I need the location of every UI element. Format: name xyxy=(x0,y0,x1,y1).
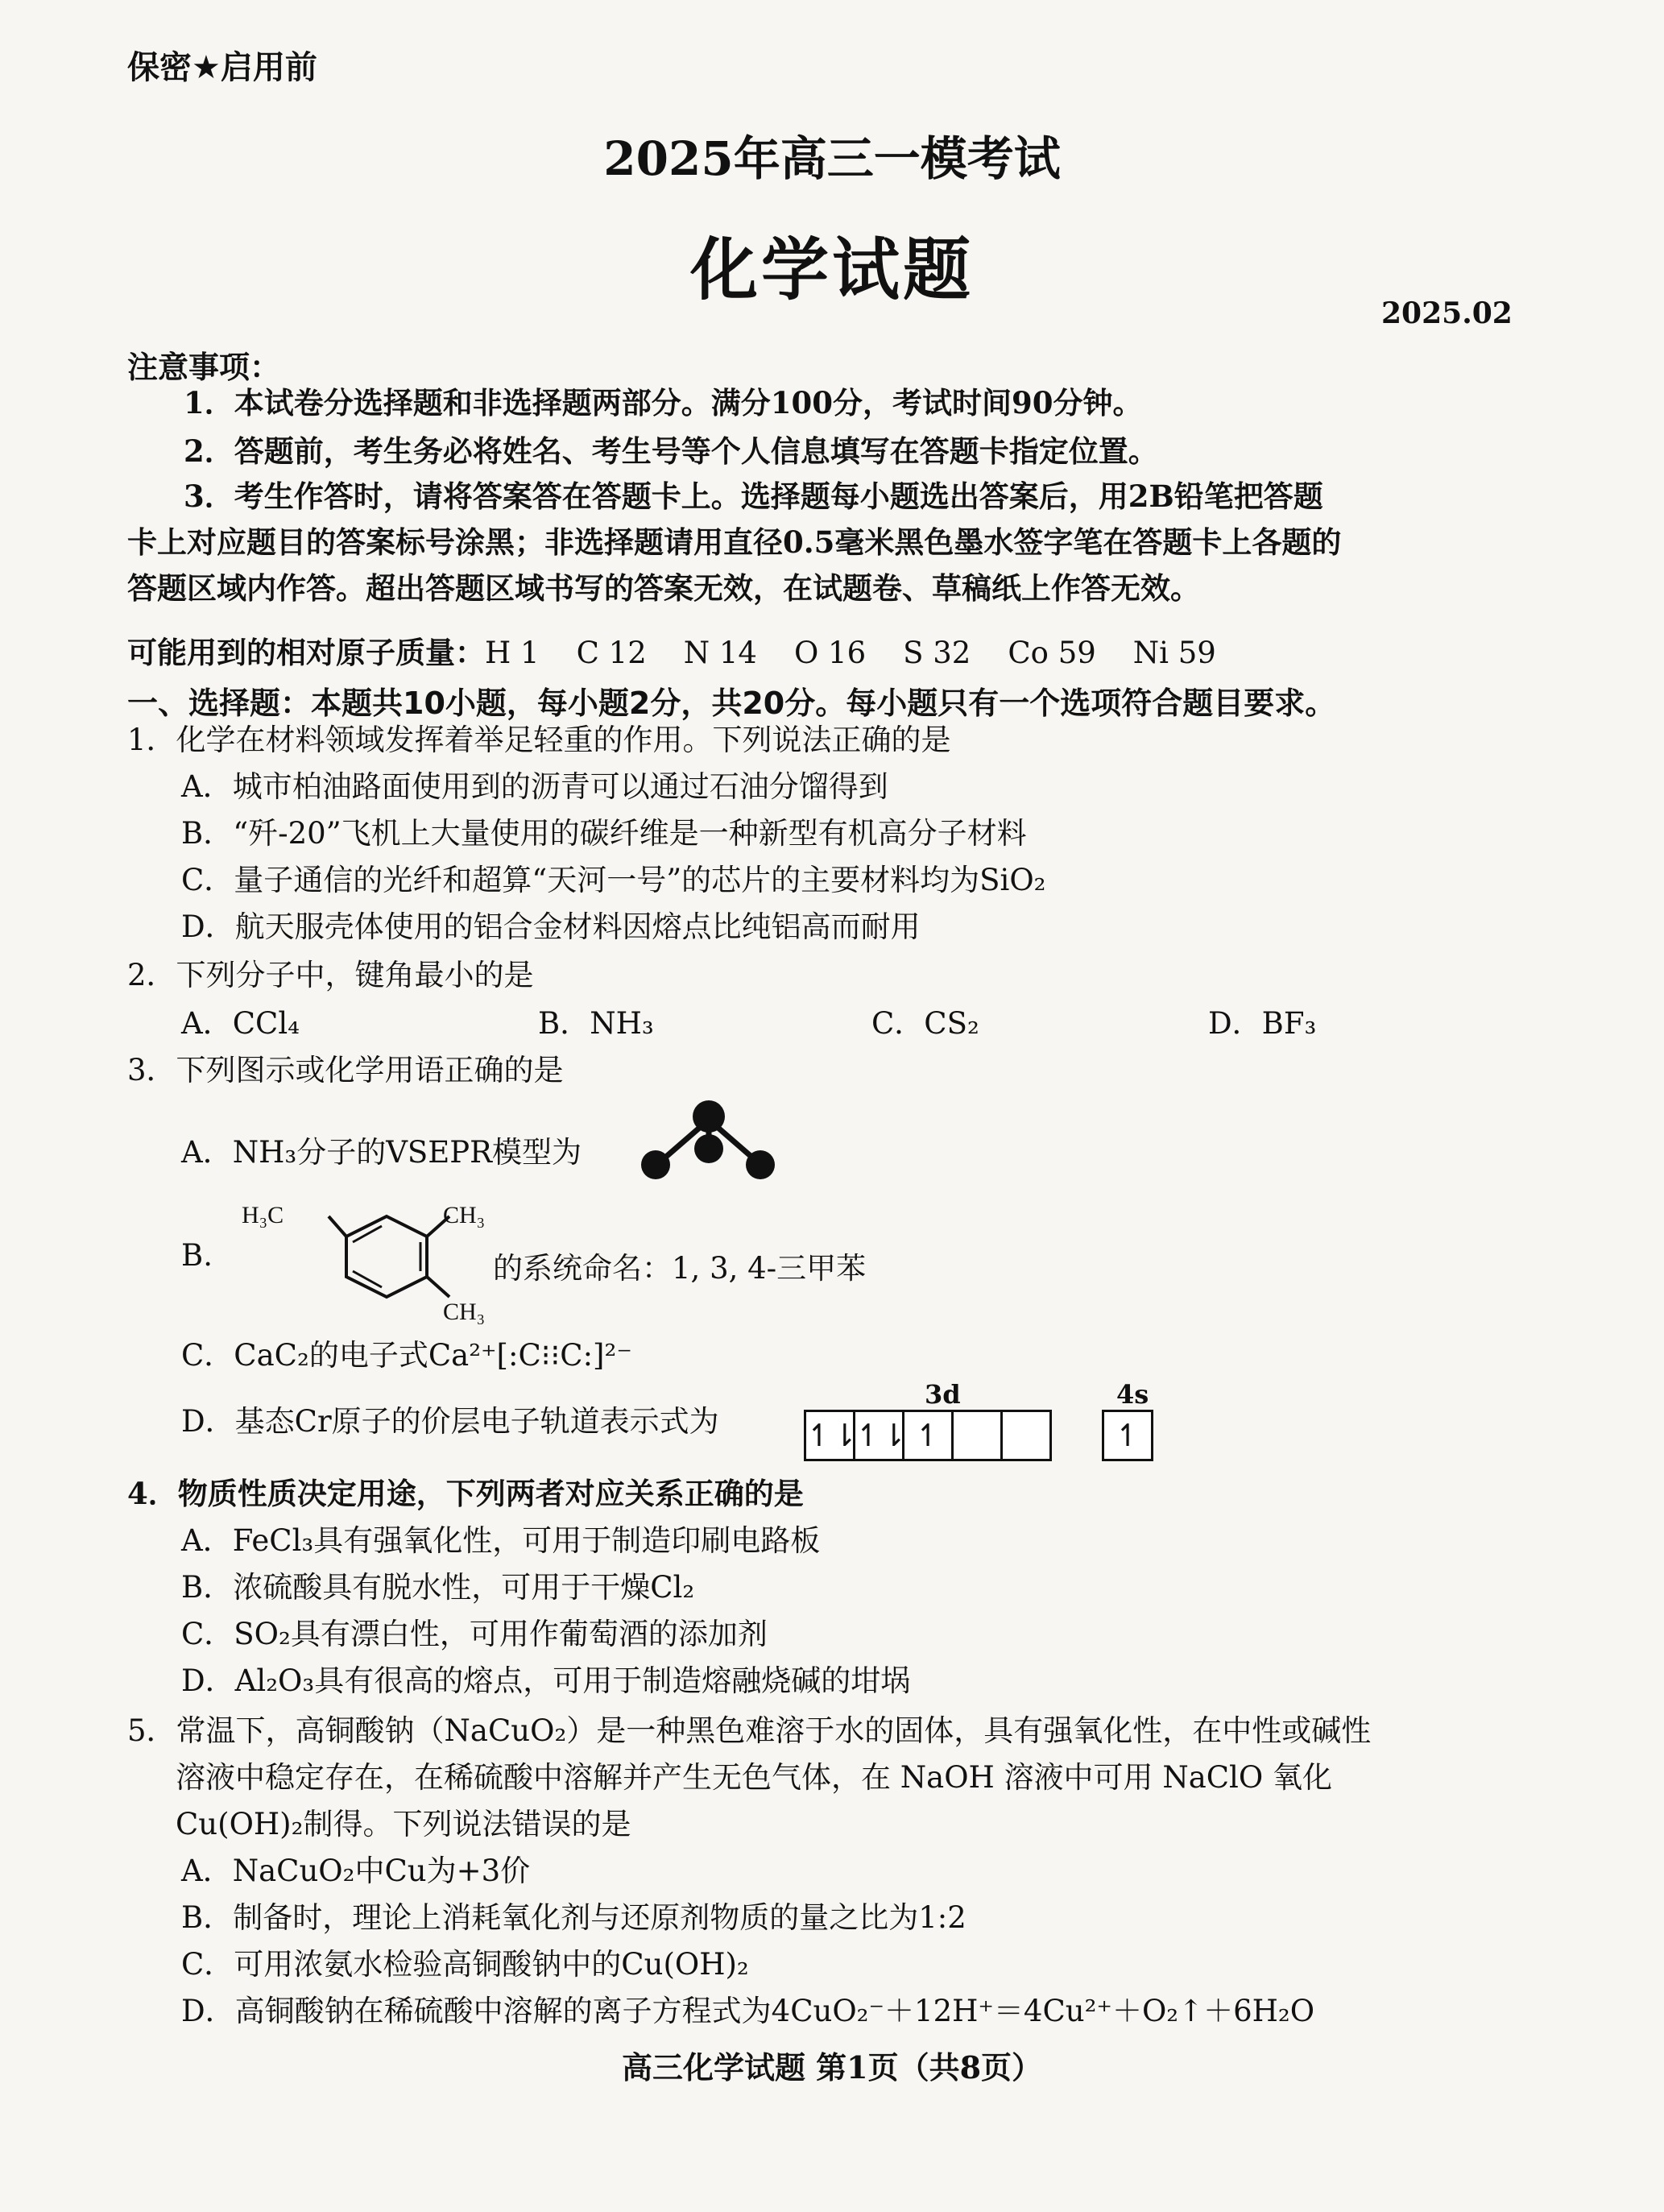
notes-item-2: 2．答题前，考生务必将姓名、考生号等个人信息填写在答题卡指定位置。 xyxy=(184,433,1158,469)
mass-s: S 32 xyxy=(903,636,971,670)
notes-item-1: 1．本试卷分选择题和非选择题两部分。满分100分，考试时间90分钟。 xyxy=(184,385,1143,420)
orbital-3d-boxes xyxy=(804,1410,1052,1461)
mass-c: C 12 xyxy=(576,636,647,670)
q4-option-d: D．Al₂O₃具有很高的熔点，可用于制造熔融烧碱的坩埚 xyxy=(181,1663,911,1698)
subject-title: 化学试题 xyxy=(689,230,974,309)
orbital-3d-cell: ↿⇂ xyxy=(855,1412,904,1459)
orbital-4s-label: 4s xyxy=(1116,1379,1149,1410)
orbital-3d-cell: ↿ xyxy=(904,1412,954,1459)
orbital-4s-boxes xyxy=(1102,1410,1153,1461)
section-1-title: 一、选择题：本题共10小题，每小题2分，共20分。每小题只有一个选项符合题目要求。 xyxy=(127,686,1336,721)
q3-stem: 3．下列图示或化学用语正确的是 xyxy=(127,1053,564,1087)
q1-option-b: B．“歼-20”飞机上大量使用的碳纤维是一种新型有机高分子材料 xyxy=(181,816,1027,851)
q2-option-d: D．BF₃ xyxy=(1208,1006,1317,1041)
q3-option-c: C．CaC₂的电子式Ca²⁺[:C⁝⁝C:]²⁻ xyxy=(181,1338,632,1373)
notes-title: 注意事项： xyxy=(127,350,281,385)
q5-option-d: D．高铜酸钠在稀硫酸中溶解的离子方程式为4CuO₂⁻＋12H⁺＝4Cu²⁺＋O₂↑＋6H₂O xyxy=(181,1994,1315,2028)
mass-o: O 16 xyxy=(793,636,867,670)
q4-option-c: C．SO₂具有漂白性，可用作葡萄酒的添加剂 xyxy=(181,1617,768,1651)
q3-b-ch3-bottom: CH₃ xyxy=(443,1299,486,1325)
orbital-3d-cell xyxy=(1003,1412,1049,1459)
orbital-4s-cell: ↿ xyxy=(1115,1418,1140,1453)
orbital-3d-cell: ↿⇂ xyxy=(806,1412,855,1459)
q1-option-a: A．城市柏油路面使用到的沥青可以通过石油分馏得到 xyxy=(181,769,888,804)
page-footer: 高三化学试题 第1页（共8页） xyxy=(621,2049,1043,2086)
q4-stem: 4．物质性质决定用途，下列两者对应关系正确的是 xyxy=(127,1476,804,1511)
exam-title: 2025年高三一模考试 xyxy=(603,131,1061,186)
mass-co: Co 59 xyxy=(1008,636,1096,670)
notes-item-3-line-3: 答题区域内作答。超出答题区域书写的答案无效，在试题卷、草稿纸上作答无效。 xyxy=(127,570,1200,606)
q1-option-c: C．量子通信的光纤和超算“天河一号”的芯片的主要材料均为SiO₂ xyxy=(181,863,1046,897)
q3-option-d: D．基态Cr原子的价层电子轨道表示式为 xyxy=(181,1404,719,1439)
q1-stem: 1．化学在材料领域发挥着举足轻重的作用。下列说法正确的是 xyxy=(127,723,951,757)
q2-option-a: A．CCl₄ xyxy=(181,1006,300,1041)
q3-option-b-letter: B. xyxy=(181,1238,213,1273)
notes-item-3-line-1: 3．考生作答时，请将答案答在答题卡上。选择题每小题选出答案后，用2B铅笔把答题 xyxy=(184,478,1323,514)
q3-option-a: A．NH₃分子的VSEPR模型为 xyxy=(181,1135,582,1170)
q1-option-d: D．航天服壳体使用的铝合金材料因熔点比纯铝高而耐用 xyxy=(181,909,921,944)
notes-item-3-line-2: 卡上对应题目的答案标号涂黑；非选择题请用直径0.5毫米黑色墨水签字笔在答题卡上各题的 xyxy=(127,524,1342,560)
q3-option-b-text: 的系统命名：1, 3, 4-三甲苯 xyxy=(493,1251,867,1286)
q5-stem-line-1: 5．常温下，高铜酸钠（NaCuO₂）是一种黑色难溶于水的固体，具有强氧化性，在中性或碱性 xyxy=(127,1713,1372,1748)
orbital-3d-label: 3d xyxy=(925,1379,961,1410)
confidential-mark: 保密★启用前 xyxy=(127,49,317,86)
mass-ni: Ni 59 xyxy=(1132,636,1216,670)
q2-option-c: C．CS₂ xyxy=(871,1006,979,1041)
mass-n: N 14 xyxy=(683,636,757,670)
q5-option-c: C．可用浓氨水检验高铜酸钠中的Cu(OH)₂ xyxy=(181,1947,749,1982)
q2-option-b: B．NH₃ xyxy=(538,1006,654,1041)
vsepr-ball-stick-icon xyxy=(636,1096,781,1184)
orbital-3d-cell xyxy=(954,1412,1003,1459)
q5-stem-line-3: Cu(OH)₂制得。下列说法错误的是 xyxy=(176,1807,631,1841)
q3-b-ch3-left: H₃C xyxy=(242,1202,284,1228)
q5-stem-line-2: 溶液中稳定存在，在稀硫酸中溶解并产生无色气体，在 NaOH 溶液中可用 NaClO 氧化 xyxy=(176,1760,1332,1795)
exam-date: 2025.02 xyxy=(1381,296,1513,330)
q5-option-b: B．制备时，理论上消耗氧化剂与还原剂物质的量之比为1:2 xyxy=(181,1900,967,1935)
atomic-mass-label: 可能用到的相对原子质量： xyxy=(127,636,485,670)
q4-option-a: A．FeCl₃具有强氧化性，可用于制造印刷电路板 xyxy=(181,1523,821,1558)
atomic-mass-row xyxy=(127,628,1216,672)
mass-h: H 1 xyxy=(485,636,540,670)
q3-b-ch3-top: CH₃ xyxy=(443,1202,486,1228)
q5-option-a: A．NaCuO₂中Cu为+3价 xyxy=(181,1854,531,1888)
q4-option-b: B．浓硫酸具有脱水性，可用于干燥Cl₂ xyxy=(181,1570,695,1605)
q2-stem: 2．下列分子中，键角最小的是 xyxy=(127,958,534,992)
